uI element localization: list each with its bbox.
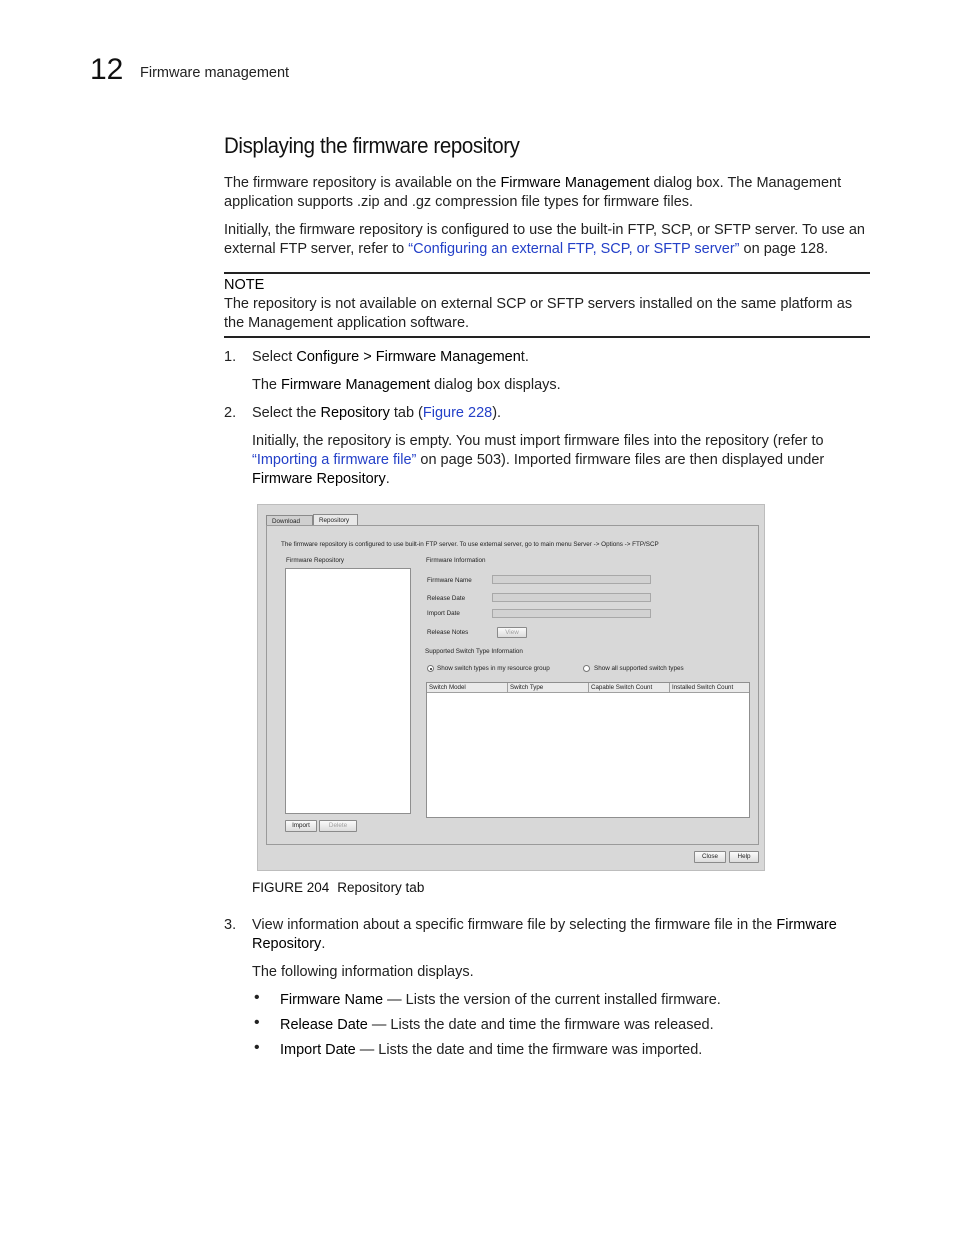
firmware-repository-label: Firmware Repository — [286, 557, 345, 564]
text: ). — [492, 405, 502, 421]
import-date-label: Import Date — [427, 610, 460, 617]
link-figure[interactable]: Figure 228 — [422, 405, 493, 421]
text: Initially, the repository is empty. You must import firmware files into the repository (refer to — [252, 433, 824, 449]
bold-term: Import Date — [280, 1042, 356, 1058]
note-label: NOTE — [224, 277, 265, 293]
column-capable-switch-count[interactable]: Capable Switch Count — [589, 683, 670, 693]
firmware-repository-list[interactable] — [285, 568, 411, 814]
bold-term: Firmware Management — [500, 175, 650, 191]
firmware-information-label: Firmware Information — [426, 557, 486, 564]
text: . — [385, 471, 390, 487]
repository-panel — [266, 525, 759, 845]
text: The — [252, 377, 282, 393]
tab-repository[interactable]: Repository — [313, 514, 358, 526]
column-switch-model[interactable]: Switch Model — [427, 683, 508, 693]
text: on page 128. — [739, 241, 829, 257]
chapter-title: Firmware management — [140, 65, 290, 81]
figure-number: FIGURE 204 — [252, 880, 330, 895]
text: — Lists the date and time the firmware was imported. — [355, 1042, 703, 1058]
figure-title: Repository tab — [337, 880, 425, 895]
intro-paragraph-1 — [224, 174, 874, 212]
tab-download[interactable]: Download — [266, 515, 313, 526]
repository-tab-screenshot — [257, 504, 765, 871]
text: dialog box displays. — [430, 377, 561, 393]
text: dialog box. The Management — [649, 175, 842, 191]
bullet-icon: • — [254, 1014, 260, 1031]
bullet-import-date — [280, 1041, 702, 1060]
bullet-icon: • — [254, 1039, 260, 1056]
text: View information about a specific firmware file by selecting the firmware file in the — [252, 917, 777, 933]
view-button[interactable]: View — [497, 627, 527, 638]
step-3-number: 3. — [224, 917, 237, 933]
switch-type-table[interactable] — [426, 682, 750, 818]
bullet-release-date — [280, 1016, 714, 1035]
text: — Lists the version of the current installed firmware. — [383, 992, 721, 1008]
text: the Management application software. — [224, 315, 470, 331]
radio-my-resource-group[interactable] — [427, 665, 434, 672]
section-title: Displaying the firmware repository — [224, 133, 520, 158]
import-date-field — [492, 609, 651, 618]
bold-term: Firmware Repository — [252, 471, 386, 487]
bold-term: Firmware Management — [281, 377, 431, 393]
import-button[interactable]: Import — [285, 820, 317, 832]
bullet-firmware-name — [280, 991, 721, 1010]
bold-term: Configure > Firmware Managemen — [296, 349, 521, 365]
release-notes-label: Release Notes — [427, 629, 469, 636]
release-date-label: Release Date — [427, 595, 466, 602]
bold-term: Release Date — [280, 1017, 368, 1033]
intro-paragraph-2 — [224, 221, 884, 259]
step-2-detail — [252, 432, 872, 489]
text: Select the — [252, 405, 321, 421]
text: — Lists the date and time the firmware was released. — [367, 1017, 714, 1033]
text: tab ( — [389, 405, 423, 421]
text: external FTP server, refer to — [224, 241, 409, 257]
close-button[interactable]: Close — [694, 851, 726, 863]
text: Initially, the firmware repository is configured to use the built-in FTP, SCP, or SFTP server. To use an — [224, 222, 865, 238]
bold-term: Repository — [320, 405, 390, 421]
chapter-number: 12 — [90, 53, 124, 86]
radio-all-switch-types-label: Show all supported switch types — [594, 665, 684, 672]
step-1-result — [252, 376, 561, 395]
bold-term: Repository — [252, 936, 322, 952]
bullet-icon: • — [254, 989, 260, 1006]
text: Select — [252, 349, 297, 365]
text: t. — [520, 349, 529, 365]
link-external-ftp[interactable]: “Configuring an external FTP, SCP, or SFTP server” — [408, 241, 740, 257]
column-switch-type[interactable]: Switch Type — [508, 683, 589, 693]
radio-all-switch-types[interactable] — [583, 665, 590, 672]
note-rule-bottom — [224, 336, 870, 338]
step-3 — [252, 916, 872, 954]
bold-term: Firmware Name — [280, 992, 384, 1008]
help-button[interactable]: Help — [729, 851, 759, 863]
link-importing-firmware[interactable]: “Importing a firmware file” — [252, 452, 417, 468]
delete-button[interactable]: Delete — [319, 820, 357, 832]
supported-switch-type-label: Supported Switch Type Information — [425, 648, 523, 655]
firmware-name-field — [492, 575, 651, 584]
figure-caption — [252, 880, 424, 895]
server-info-text: The firmware repository is configured to use built-in FTP server. To use external server, go to main menu Server -> Options -> FTP/SCP — [281, 541, 659, 548]
release-date-field — [492, 593, 651, 602]
column-installed-switch-count[interactable]: Installed Switch Count — [670, 683, 749, 693]
bold-term: Firmware — [776, 917, 837, 933]
text: The firmware repository is available on the — [224, 175, 501, 191]
step-2-number: 2. — [224, 405, 237, 421]
text: . — [321, 936, 326, 952]
firmware-name-label: Firmware Name — [427, 577, 472, 584]
text: The repository is not available on external SCP or SFTP servers installed on the same platform as — [224, 296, 853, 312]
step-1 — [252, 348, 529, 367]
note-text — [224, 295, 874, 333]
step-2 — [252, 404, 501, 423]
step-1-number: 1. — [224, 349, 237, 365]
text: application supports .zip and .gz compression file types for firmware files. — [224, 194, 694, 210]
step-3-result: The following information displays. — [252, 964, 474, 980]
note-rule-top — [224, 272, 870, 274]
radio-my-resource-group-label: Show switch types in my resource group — [437, 665, 550, 672]
text: on page 503). Imported firmware files are then displayed under — [416, 452, 825, 468]
